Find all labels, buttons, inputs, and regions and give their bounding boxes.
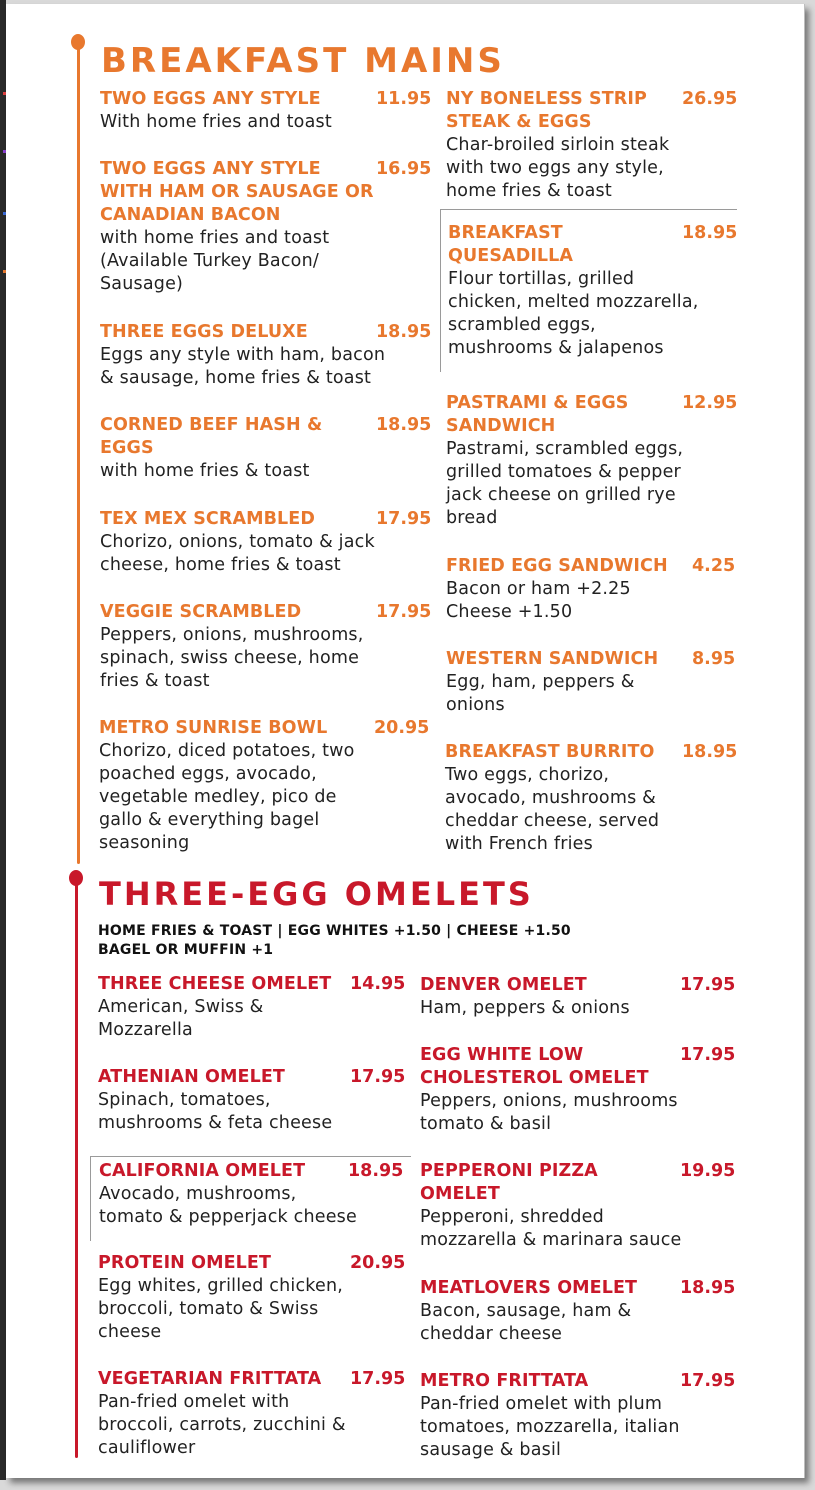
breakfast-section-title: BREAKFAST MAINS [101, 41, 505, 81]
item-price: 18.95 [348, 1161, 404, 1181]
item-price: 4.25 [692, 556, 736, 576]
item-name: PASTRAMI & EGGS SANDWICH [446, 393, 629, 436]
item-price: 14.95 [350, 974, 406, 994]
item-price: 17.95 [680, 1045, 736, 1065]
menu-item [99, 717, 429, 855]
omelet-rule-line [75, 882, 78, 1458]
item-price: 20.95 [350, 1253, 406, 1273]
item-description: Bacon, sausage, ham & cheddar cheese [420, 1301, 632, 1344]
item-name: BREAKFAST QUESADILLA [448, 223, 574, 266]
menu-item [100, 88, 430, 134]
item-description: Chorizo, onions, tomato & jack cheese, home fries & toast [100, 532, 375, 575]
omelet-section-title: THREE-EGG OMELETS [99, 875, 534, 913]
item-name: DENVER OMELET [420, 975, 587, 995]
menu-item [420, 1160, 740, 1252]
item-description: Eggs any style with ham, bacon & sausage, home fries & toast [100, 345, 386, 388]
breakfast-rule-dot [71, 34, 85, 50]
item-description: Egg whites, grilled chicken, broccoli, tomato & Swiss cheese [98, 1276, 344, 1342]
item-name: NY BONELESS STRIP STEAK & EGGS [446, 89, 647, 132]
menu-item [100, 508, 430, 577]
item-price: 19.95 [680, 1161, 736, 1181]
item-price: 17.95 [350, 1067, 406, 1087]
item-price: 20.95 [374, 718, 430, 738]
omelet-rule-dot [69, 870, 83, 886]
item-price: 8.95 [692, 649, 736, 669]
item-name: EGG WHITE LOW CHOLESTEROL OMELET [420, 1045, 649, 1088]
menu-item [99, 1160, 419, 1229]
item-description: Ham, peppers & onions [420, 998, 630, 1018]
menu-item [98, 1368, 418, 1460]
menu-item [420, 1044, 740, 1136]
menu-item [100, 414, 430, 483]
item-description: Pan-fried omelet with broccoli, carrots, zucchini & cauliflower [98, 1392, 346, 1458]
item-description: Chorizo, diced potatoes, two poached eggs, avocado, vegetable medley, pico de gallo & everything bagel seasoning [99, 741, 355, 853]
menu-item [446, 555, 746, 624]
item-name: MEATLOVERS OMELET [420, 1278, 638, 1298]
item-description: With home fries and toast [100, 112, 332, 132]
menu-item [420, 1277, 740, 1346]
menu-item [446, 392, 746, 530]
item-description: Pan-fried omelet with plum tomatoes, mozzarella, italian sausage & basil [420, 1394, 680, 1460]
item-description: Pastrami, scrambled eggs, grilled tomatoes & pepper jack cheese on grilled rye bread [446, 439, 684, 528]
item-price: 17.95 [376, 509, 432, 529]
item-price: 26.95 [682, 89, 738, 109]
item-price: 18.95 [376, 322, 432, 342]
item-description: Egg, ham, peppers & onions [446, 672, 635, 715]
item-name: PROTEIN OMELET [98, 1253, 272, 1273]
item-name: PEPPERONI PIZZA OMELET [420, 1161, 598, 1204]
item-description: Spinach, tomatoes, mushrooms & feta cheese [98, 1090, 333, 1133]
item-price: 17.95 [376, 602, 432, 622]
menu-item [446, 648, 746, 717]
item-name: METRO SUNRISE BOWL [99, 718, 328, 738]
item-name: WESTERN SANDWICH [446, 649, 659, 669]
item-price: 11.95 [376, 89, 432, 109]
item-description: Two eggs, chorizo, avocado, mushrooms & cheddar cheese, served with French fries [445, 765, 660, 854]
menu-item [98, 973, 418, 1042]
item-name: TEX MEX SCRAMBLED [100, 509, 315, 529]
menu-item [98, 1066, 418, 1135]
item-price: 18.95 [376, 415, 432, 435]
item-name: BREAKFAST BURRITO [445, 742, 655, 762]
item-name: TWO EGGS ANY STYLE [100, 89, 321, 109]
menu-item [420, 974, 740, 1020]
menu-item [448, 222, 748, 360]
item-price: 18.95 [682, 742, 738, 762]
menu-item [100, 321, 430, 390]
item-description: with home fries and toast (Available Turkey Bacon/ Sausage) [100, 228, 330, 294]
item-price: 17.95 [680, 975, 736, 995]
item-name: METRO FRITTATA [420, 1371, 589, 1391]
menu-item [100, 601, 430, 693]
item-description: Peppers, onions, mushrooms, spinach, swiss cheese, home fries & toast [100, 625, 364, 691]
item-price: 17.95 [350, 1369, 406, 1389]
item-name: ATHENIAN OMELET [98, 1067, 285, 1087]
item-name: VEGGIE SCRAMBLED [100, 602, 302, 622]
item-name: CALIFORNIA OMELET [99, 1161, 306, 1181]
menu-page [6, 4, 805, 1478]
menu-item [98, 1252, 418, 1344]
item-name: TWO EGGS ANY STYLE WITH HAM OR SAUSAGE OR CANADIAN BACON [100, 159, 374, 225]
breakfast-rule-line [77, 44, 80, 864]
item-description: Avocado, mushrooms, tomato & pepperjack cheese [99, 1184, 357, 1227]
item-name: FRIED EGG SANDWICH [446, 556, 668, 576]
item-price: 18.95 [680, 1278, 736, 1298]
item-description: Pepperoni, shredded mozzarella & marinara sauce [420, 1207, 682, 1250]
item-price: 16.95 [376, 159, 432, 179]
item-description: Char-broiled sirloin steak with two eggs any style, home fries & toast [446, 135, 670, 201]
item-name: VEGETARIAN FRITTATA [98, 1369, 322, 1389]
item-description: Peppers, onions, mushrooms tomato & basil [420, 1091, 678, 1134]
item-description: American, Swiss & Mozzarella [98, 997, 264, 1040]
menu-item [420, 1370, 740, 1462]
item-price: 17.95 [680, 1371, 736, 1391]
item-price: 12.95 [682, 393, 738, 413]
menu-item [445, 741, 745, 856]
omelet-options-note: HOME FRIES & TOAST | EGG WHITES +1.50 | CHEESE +1.50 BAGEL OR MUFFIN +1 [98, 923, 571, 958]
item-name: THREE CHEESE OMELET [98, 974, 332, 994]
item-description: Flour tortillas, grilled chicken, melted mozzarella, scrambled eggs, mushrooms & jalapenos [448, 269, 699, 358]
item-description: Bacon or ham +2.25 Cheese +1.50 [446, 579, 631, 622]
item-description: with home fries & toast [100, 461, 310, 481]
item-name: THREE EGGS DELUXE [100, 322, 308, 342]
menu-item [446, 88, 746, 203]
item-price: 18.95 [682, 223, 738, 243]
item-name: CORNED BEEF HASH & EGGS [100, 415, 323, 458]
menu-item [100, 158, 430, 296]
